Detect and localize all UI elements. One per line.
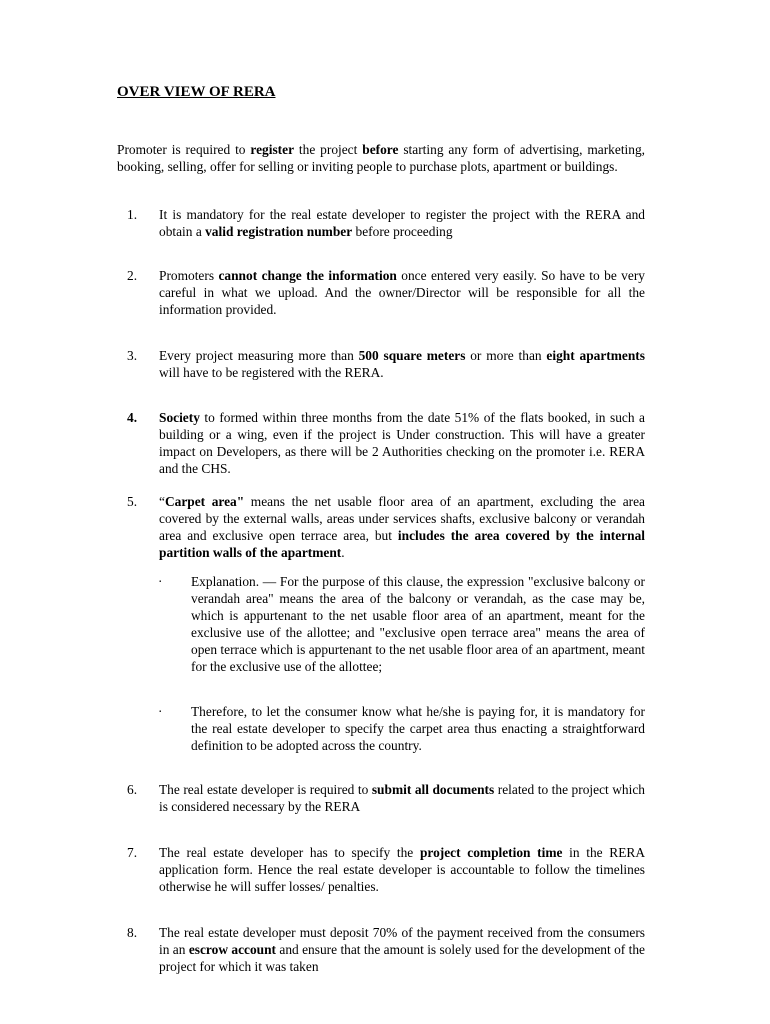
bullet-icon: · (158, 574, 163, 589)
sub-point-text: Explanation. — For the purpose of this clause, the expression "exclusive balcony or verandah area" means the area of the balcony or verandah, as the case may be, which is appurtenant to the net usable floor area of an apartment, meant for the exclusive use of the allottee; and "exclusive open terrace area" means the area of open terrace which is appurtenant to the net usable floor area of an apartment, meant for the exclusive use of the allottee; (191, 574, 645, 674)
list-item-text: Promoters cannot change the information once entered very easily. So have to be very careful in what we upload. And the owner/Director will be responsible for all the information provided. (159, 268, 645, 317)
sub-point-text: Therefore, to let the consumer know what he/she is paying for, it is mandatory for the real estate developer to specify the carpet area thus enacting a straightforward definition to be adopted across the country. (191, 704, 645, 753)
intro-bold-before: before (362, 142, 399, 157)
list-item-text: It is mandatory for the real estate developer to register the project with the RERA and obtain a valid registration number before proceeding (159, 207, 645, 239)
list-number: 5. (127, 494, 138, 509)
list-number: 7. (127, 845, 138, 860)
intro-bold-register: register (250, 142, 295, 157)
list-number: 4. (127, 410, 138, 425)
list-item-2 (117, 267, 645, 318)
list-number: 3. (127, 348, 138, 363)
list-item-text: Society to formed within three months from the date 51% of the flats booked, in such a building or a wing, even if the project is Under construction. This will have a greater impact on Developers, as there will be 2 Authorities checking on the promoter i.e. RERA and the CHS. (159, 410, 645, 476)
list-number: 2. (127, 268, 138, 283)
list-item-text: Every project measuring more than 500 square meters or more than eight apartments will have to be registered with the RERA. (159, 348, 645, 380)
sub-point-explanation (158, 573, 645, 675)
list-item-7 (117, 844, 645, 895)
intro-paragraph: Promoter is required to register the project before starting any form of advertising, marketing, booking, selling, offer for selling or inviting people to purchase plots, apartment or buildings. (117, 142, 645, 174)
list-item-3 (117, 347, 645, 381)
list-number: 1. (127, 207, 138, 222)
list-item-4 (117, 409, 645, 477)
list-number: 6. (127, 782, 138, 797)
list-item-5 (117, 493, 645, 561)
bullet-icon: · (158, 704, 163, 719)
list-number: 8. (127, 925, 138, 940)
sub-point-therefore (158, 703, 645, 754)
list-item-6 (117, 781, 645, 815)
list-item-text: The real estate developer has to specify the project completion time in the RERA application form. Hence the real estate developer is accountable to follow the timelines otherwise he will suffer losses/ penalties. (159, 845, 646, 894)
page-title: OVER VIEW OF RERA (117, 84, 276, 100)
list-item-text: “Carpet area" means the net usable floor area of an apartment, excluding the area covered by the external walls, areas under services shafts, exclusive balcony or verandah area and exclusive open terrace area, but includes the area covered by the internal partition walls of the apartment. (159, 494, 645, 560)
list-item-text: The real estate developer is required to submit all documents related to the project which is considered necessary by the RERA (159, 782, 645, 814)
list-item-1 (117, 206, 645, 240)
list-item-text: The real estate developer must deposit 70% of the payment received from the consumers in an escrow account and ensure that the amount is solely used for the development of the project for which it was taken (159, 925, 645, 974)
list-item-8 (117, 924, 645, 975)
